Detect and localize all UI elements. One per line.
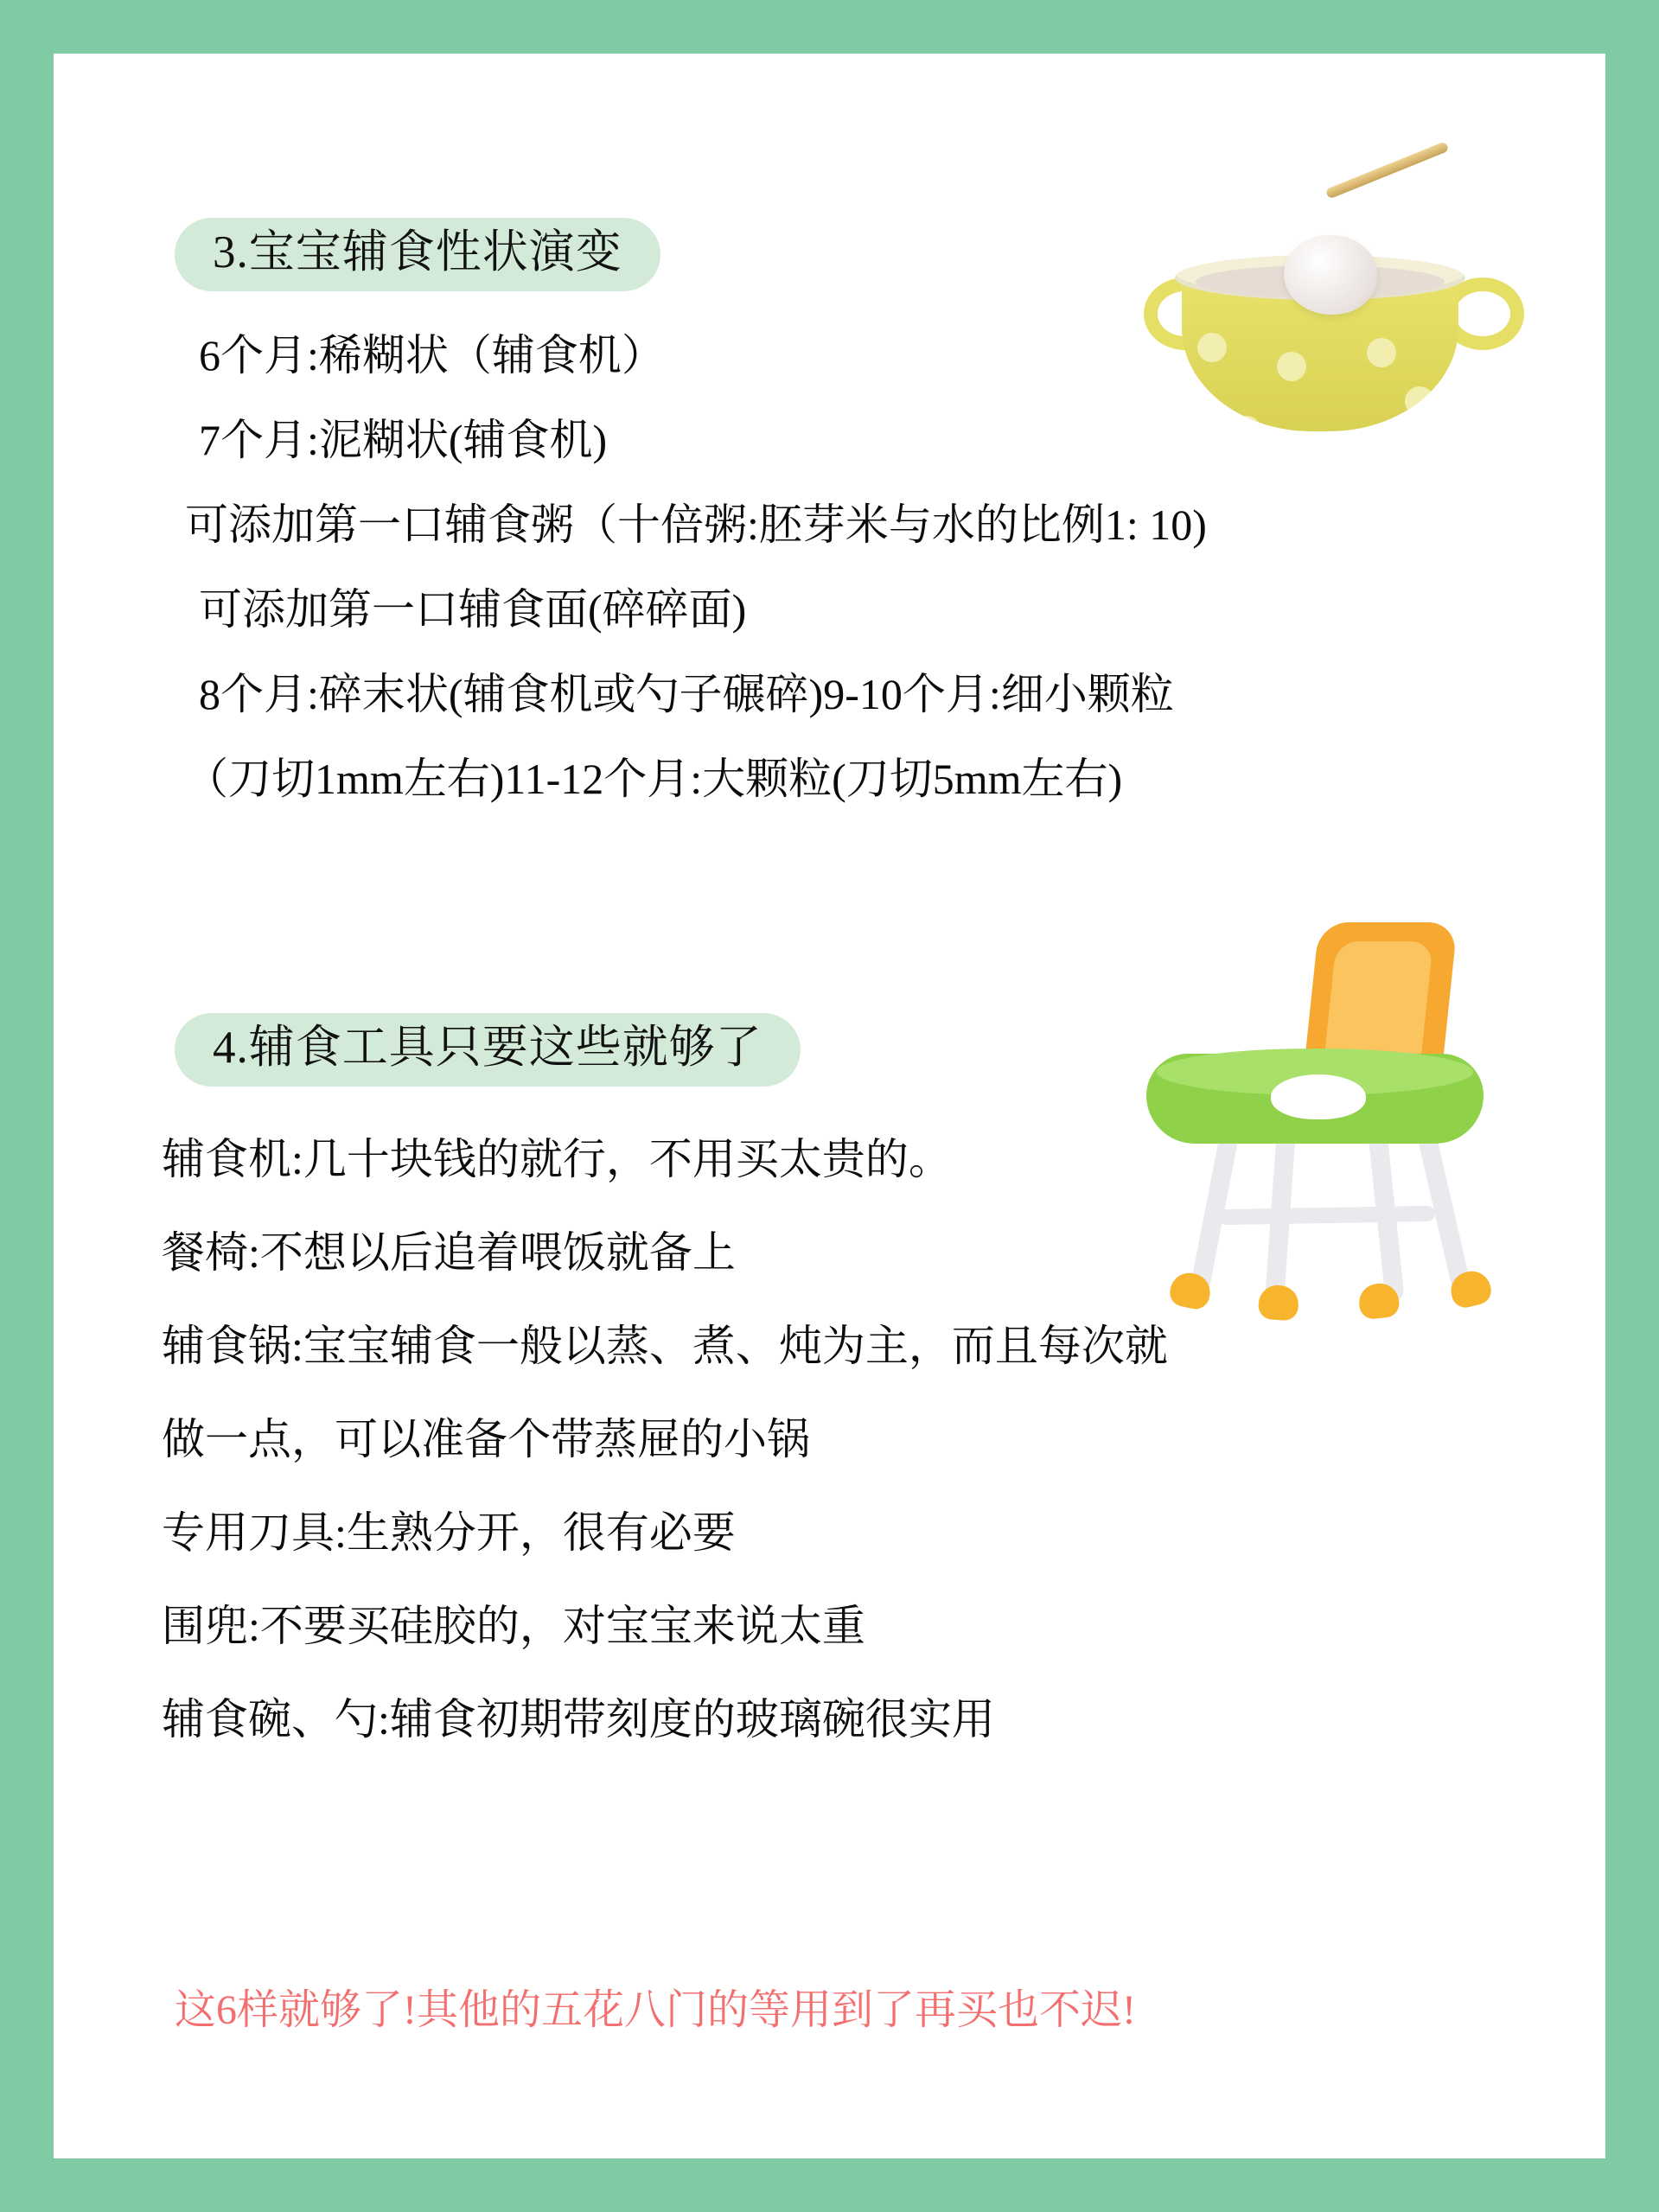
chair-tray-cutout-icon	[1271, 1074, 1366, 1119]
section-4-line-5: 专用刀具:生熟分开，很有必要	[162, 1508, 736, 1557]
section-4-line-6: 围兜:不要买硅胶的，对宝宝来说太重	[162, 1602, 865, 1650]
section-heading-3	[175, 218, 660, 291]
section-3-line-5: 8个月:碎末状(辅食机或勺子碾碎)9-10个月:细小颗粒	[199, 670, 1174, 718]
section-heading-4-label: 4.辅食工具只要这些就够了	[175, 1013, 801, 1087]
high-chair-icon	[1126, 922, 1532, 1329]
section-3-line-4: 可添加第一口辅食面(碎碎面)	[199, 585, 747, 634]
spoon-handle-icon	[1325, 141, 1450, 199]
section-4-line-1: 辅食机:几十块钱的就行，不用买太贵的。	[162, 1135, 952, 1183]
section-heading-3-label: 3.宝宝辅食性状演变	[175, 218, 660, 291]
bowl-with-spoon-icon	[1139, 188, 1502, 456]
section-heading-4	[175, 1013, 801, 1087]
section-4-line-2: 餐椅:不想以后追着喂饭就备上	[162, 1228, 736, 1277]
page-content	[54, 54, 1605, 2158]
section-3-line-6: （刀切1mm左右)11-12个月:大颗粒(刀切5mm左右)	[185, 755, 1123, 803]
section-3-line-2: 7个月:泥糊状(辅食机)	[199, 416, 608, 464]
section-4-line-7: 辅食碗、勺:辅食初期带刻度的玻璃碗很实用	[162, 1695, 995, 1743]
chair-foot-icon	[1258, 1284, 1300, 1321]
section-4-line-4: 做一点，可以准备个带蒸屉的小锅	[162, 1415, 810, 1463]
section-4-line-3: 辅食锅:宝宝辅食一般以蒸、煮、炖为主，而且每次就	[162, 1322, 1168, 1370]
spoon-scoop-icon	[1284, 235, 1377, 315]
section-3-line-1: 6个月:稀糊状（辅食机）	[199, 331, 665, 379]
section-3-line-3: 可添加第一口辅食粥（十倍粥:胚芽米与水的比例1: 10)	[185, 500, 1207, 549]
footnote-text: 这6样就够了!其他的五花八门的等用到了再买也不迟!	[175, 1987, 1136, 2033]
page-card	[54, 54, 1605, 2158]
chair-crossbar-icon	[1219, 1206, 1435, 1225]
